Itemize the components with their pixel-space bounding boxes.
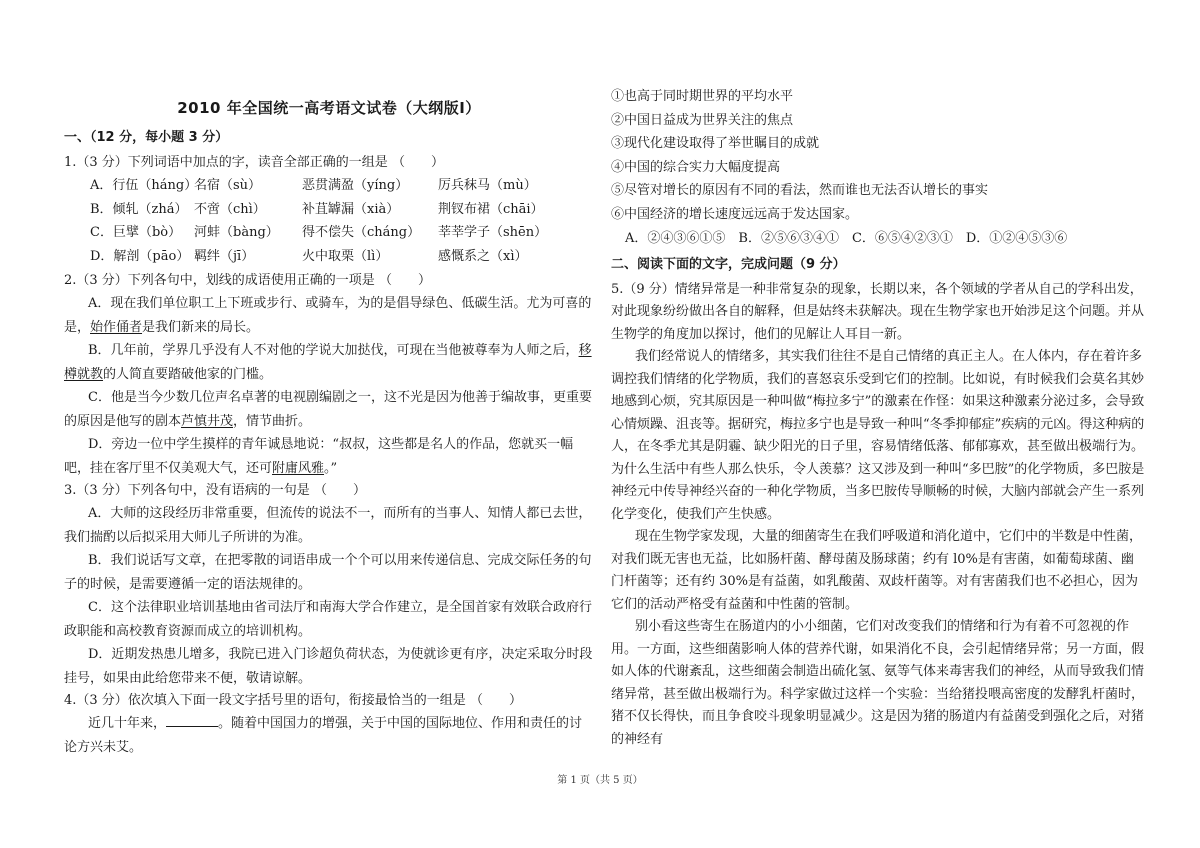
question-5-paragraph-4: 别小看这些寄生在肠道内的小小细菌，它们对改变我们的情绪和行为有着不可忽视的作用。一方面，这些细菌影响人体的营养代谢，如果消化不良，会引起情绪异常；另一方面，假如人体的代谢紊乱，这些细菌会制造出硫化氢、氨等气体来毒害我们的神经，从而导致我们情绪异常，甚至做出极端行为。科学家做过这样一个实验：当给猪投喂高密度的发酵乳杆菌时，猪不仅长得快，而且争食咬斗现象明显减少。这是因为猪的肠道内有益菌受到强化之后，对猪的神经有 [611, 619, 1145, 747]
option-text: 。” [324, 460, 338, 476]
option-b-1: B．倾轧（zhá） [90, 201, 188, 217]
option-text: A．现在我们单位职工上下班或步行、或骑车，为的是倡导绿色、低碳生活。尤为可喜的是， [64, 296, 592, 335]
sentence-item-6: ⑥中国经济的增长速度远远高于发达国家。 [611, 206, 859, 222]
question-4-choices: A．②④③⑥①⑤ B．②⑤⑥③④① C．⑥⑤④②③① D．①②④⑤③⑥ [625, 230, 1068, 246]
page-title: 2010 年全国统一高考语文试卷（大纲版Ⅰ） [177, 99, 481, 117]
sentence-item-2: ②中国日益成为世界关注的焦点 [611, 112, 794, 128]
option-a-1: A．行伍（háng） [90, 178, 198, 193]
question-3-option-a: A．大师的这段经历非常重要，但流传的说法不一，而所有的当事人、知情人都已去世，我们揣酌以后拟采用大师儿子所讲的为准。 [64, 506, 592, 545]
option-d-4: 感慨系之（xì） [438, 248, 528, 264]
question-5-paragraph-2: 我们经常说人的情绪多，其实我们往往不是自己情绪的真正主人。在人体内，存在着许多调控我们情绪的化学物质，我们的喜怒哀乐受到它们的控制。比如说，有时候我们会莫名其妙地感到心烦，究其原因是一种叫做“梅拉多宁”的激素在作怪：如果这种激素分泌过多，会导致心情烦躁、沮丧等。据研究，梅拉多宁也是导致一种叫“冬季抑郁症”疾病的元凶。得这种病的人，在冬季尤其是阴霾、缺少阳光的日子里，容易情绪低落、郁郁寡欢，甚至做出极端行为。为什么生活中有些人那么快乐，令人羡慕？这又涉及到一种叫“多巴胺”的化学物质，多巴胺是神经元中传导神经兴奋的一种化学物质，当多巴胺传导顺畅的时候，大脑内部就会产生一系列化学变化，使我们产生快感。 [611, 349, 1145, 522]
page-footer: 第 1 页（共 5 页） [557, 775, 643, 786]
question-1-options [90, 174, 594, 268]
left-column [64, 90, 594, 759]
option-a-3: 恶贯满盈（yíng） [302, 178, 409, 193]
question-5-paragraph-3: 现在生物学家发现，大量的细菌寄生在我们呼吸道和消化道中，它们中的半数是中性菌，对我们既无害也无益，比如肠杆菌、酵母菌及肠球菌；约有 l0%是有害菌，如葡萄球菌、幽门杆菌等；还有约 30%是有益菌，如乳酸菌、双歧杆菌等。对有害菌我们也不必担心，因为它们的活动严格受有益菌和中性菌的管制。 [611, 529, 1143, 612]
question-4-passage [64, 712, 594, 759]
question-2-option-c [64, 386, 594, 433]
option-d-3: 火中取栗（lì） [302, 248, 389, 264]
option-c-4: 莘莘学子（shēn） [438, 225, 548, 240]
option-b-4: 荆钗布裙（chāi） [438, 201, 544, 217]
question-3-option-c: C．这个法律职业培训基地由省司法厅和南海大学合作建立，是全国首家有效联合政府行政职能和高校教育资源而成立的培训机构。 [64, 600, 592, 639]
right-column [611, 90, 1145, 751]
question-3-stem: 3.（3 分）下列各句中，没有语病的一句是 （ ） [64, 483, 366, 498]
option-text: C．他是当今少数几位声名卓著的电视剧编剧之一，这不光是因为他善于编故事，更重要的原因是他写的剧本 [64, 390, 592, 429]
passage-text: 近几十年来， [88, 716, 167, 731]
question-3-option-b: B．我们说话写文章，在把零散的词语串成一个个可以用来传递信息、完成交际任务的句子的时候，是需要遵循一定的语法规律的。 [64, 553, 592, 592]
option-text: 的人简直要踏破他家的门槛。 [103, 366, 273, 382]
section-one-heading: 一、（12 分，每小题 3 分） [64, 130, 229, 145]
question-2-option-a [64, 292, 594, 339]
sentence-item-4: ④中国的综合实力大幅度提高 [611, 159, 781, 175]
question-1-stem: 1.（3 分）下列词语中加点的字，读音全部正确的一组是 （ ） [64, 155, 444, 170]
sentence-item-5: ⑤尽管对增长的原因有不同的看法，然而谁也无法否认增长的事实 [611, 183, 989, 199]
option-b-2: 不啻（chì） [194, 201, 266, 217]
option-a-4: 厉兵秣马（mù） [438, 178, 537, 193]
option-b-3: 补苴罅漏（xià） [302, 201, 400, 217]
option-text: ，情节曲折。 [233, 413, 312, 429]
sentence-item-3: ③现代化建设取得了举世瞩目的成就 [611, 136, 820, 152]
question-4-stem: 4.（3 分）依次填入下面一段文字括号里的语句，衔接最恰当的一组是 （ ） [64, 693, 522, 708]
option-c-1: C．巨擘（bò） [90, 225, 182, 240]
underlined-idiom: 始 [90, 319, 104, 335]
question-2-option-d [64, 433, 594, 480]
question-2-option-b [64, 339, 594, 386]
question-3-option-d: D．近期发热患儿增多，我院已进入门诊超负荷状态，为使就诊更有序，决定采取分时段挂号，如果由此给您带来不便，敬请谅解。 [64, 647, 593, 686]
underlined-idiom: 附庸风雅 [272, 460, 325, 476]
fill-blank [166, 714, 218, 727]
option-d-1: D．解剖（pāo） [90, 248, 190, 264]
underlined-idiom: 芦慎井茂 [181, 413, 234, 429]
passage-text: 。随着中国国力的增强，关于中国的国际地位、作用和责任的讨论方兴未艾。 [64, 716, 583, 755]
option-text: 是我们新来的局长。 [142, 319, 260, 335]
underlined-idiom: 移樽就教 [64, 343, 592, 382]
option-c-2: 河蚌（bàng） [194, 225, 279, 240]
question-5-paragraph-1: 5.（9 分）情绪异常是一种非常复杂的现象，长期以来，各个领域的学者从自己的学科出发，对此现象纷纷做出各自的解释，但是姑终未获解决。现在生物学家也开始涉足这个问题。并从生物学的角度加以探讨，他们的见解让人耳目一新。 [611, 281, 1145, 342]
section-two-heading: 二、阅读下面的文字，完成问题（9 分） [611, 256, 846, 272]
option-text: B．几年前，学界几乎没有人不对他的学说大加挞伐，可现在当他被尊奉为人师之后， [88, 343, 579, 358]
question-2-stem: 2.（3 分）下列各句中，划线的成语使用正确的一项是 （ ） [64, 273, 431, 288]
sentence-item-1: ①也高于同时期世界的平均水平 [611, 89, 794, 104]
underlined-idiom: 作俑者 [103, 319, 143, 335]
option-text: D．旁边一位中学生摸样的青年诚恳地说：“叔叔，这些都是名人的作品，您就买一幅吧，挂在客厅里不仅美观大气，还可 [64, 437, 574, 476]
option-d-2: 羁绊（jī） [194, 248, 255, 264]
option-c-3: 得不偿失（cháng） [302, 225, 421, 240]
option-a-2: 名宿（sù） [194, 178, 262, 193]
